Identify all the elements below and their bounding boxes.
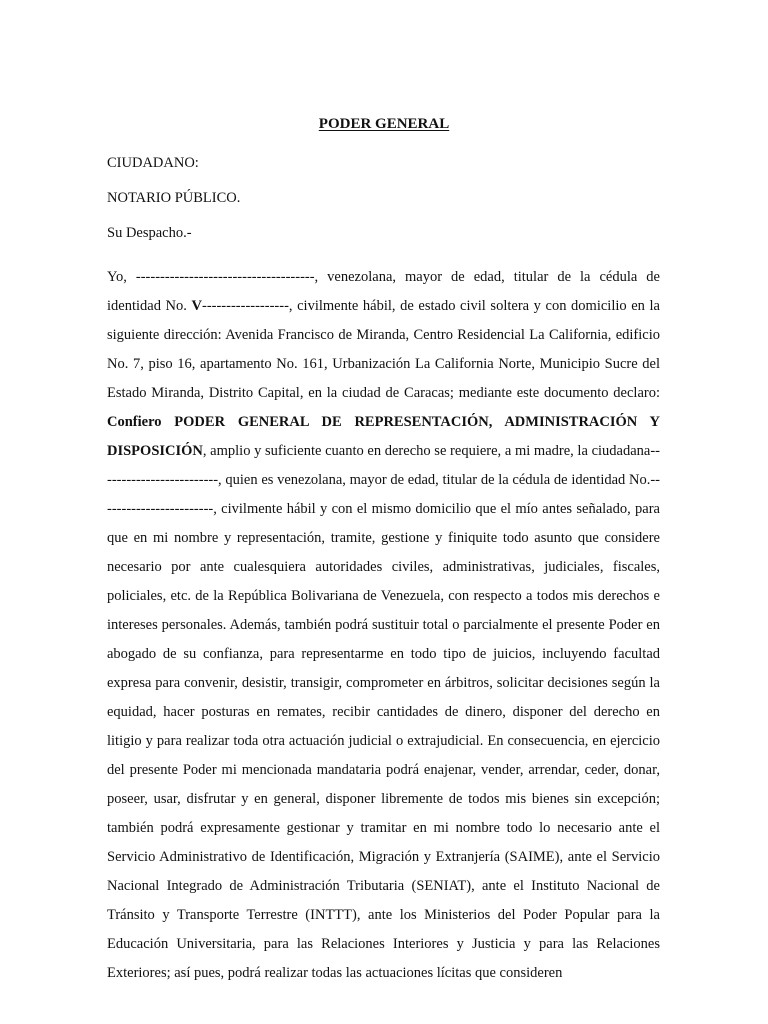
dispatch-line: Su Despacho.- — [107, 225, 192, 241]
document-title: PODER GENERAL — [318, 116, 450, 132]
document-body — [107, 263, 660, 988]
id-prefix: V — [191, 298, 202, 314]
body-segment-3: , amplio y suficiente cuanto en derecho se requiere, a mi madre, la ciudadana-------------------------, quien es venezolana, mayor de edad, titular de la cédula de identidad No.------------------------, civilmente hábil y con el mismo domicilio que el mío antes señalado, para que en mi nombre y representación, tramite, gestione y finiquite todo asunto que considere necesario por ante cualesquiera autoridades civiles, administrativas, judiciales, fiscales, policiales, etc. de la República Bolivariana de Venezuela, con respecto a todos mis derechos e intereses personales. Además, también podrá sustituir total o parcialmente el presente Poder en abogado de su confianza, para representarme en todo tipo de juicios, incluyendo facultad expresa para convenir, desistir, transigir, comprometer en árbitros, solicitar decisiones según la equidad, hacer posturas en remates, recibir cantidades de dinero, disponer del derecho en litigio y para realizar toda otra actuación judicial o extrajudicial. En consecuencia, en ejercicio del presente Poder mi mencionada mandataria podrá enajenar, vender, arrendar, ceder, donar, poseer, usar, disfrutar y en general, disponer libremente de todos mis bienes sin excepción; también podrá expresamente gestionar y tramitar en mi nombre todo lo necesario ante el Servicio Administrativo de Identificación, Migración y Extranjería (SAIME), ante el Servicio Nacional Integrado de Administración Tributaria (SENIAT), ante el Instituto Nacional de Tránsito y Transporte Terrestre (INTTT), ante los Ministerios del Poder Popular para la Educación Universitaria, para las Relaciones Interiores y Justicia y para las Relaciones Exteriores; así pues, podrá realizar todas las actuaciones lícitas que consideren — [107, 443, 660, 981]
body-segment-1: Yo, -------------------------------------, venezolana, mayor de edad, titular de la cédula de identidad No. — [107, 269, 660, 314]
notary-line: NOTARIO PÚBLICO. — [107, 190, 241, 206]
addressee-line: CIUDADANO: — [107, 155, 199, 171]
power-grant-clause: Confiero PODER GENERAL DE REPRESENTACIÓN, ADMINISTRACIÓN Y DISPOSICIÓN — [107, 414, 660, 459]
body-segment-2: ------------------, civilmente hábil, de estado civil soltera y con domicilio en la siguiente dirección: Avenida Francisco de Miranda, Centro Residencial La California, edificio No. 7, piso 16, apartamento No. 161, Urbanización La California Norte, Municipio Sucre del Estado Miranda, Distrito Capital, en la ciudad de Caracas; mediante este documento declaro: — [107, 298, 660, 401]
